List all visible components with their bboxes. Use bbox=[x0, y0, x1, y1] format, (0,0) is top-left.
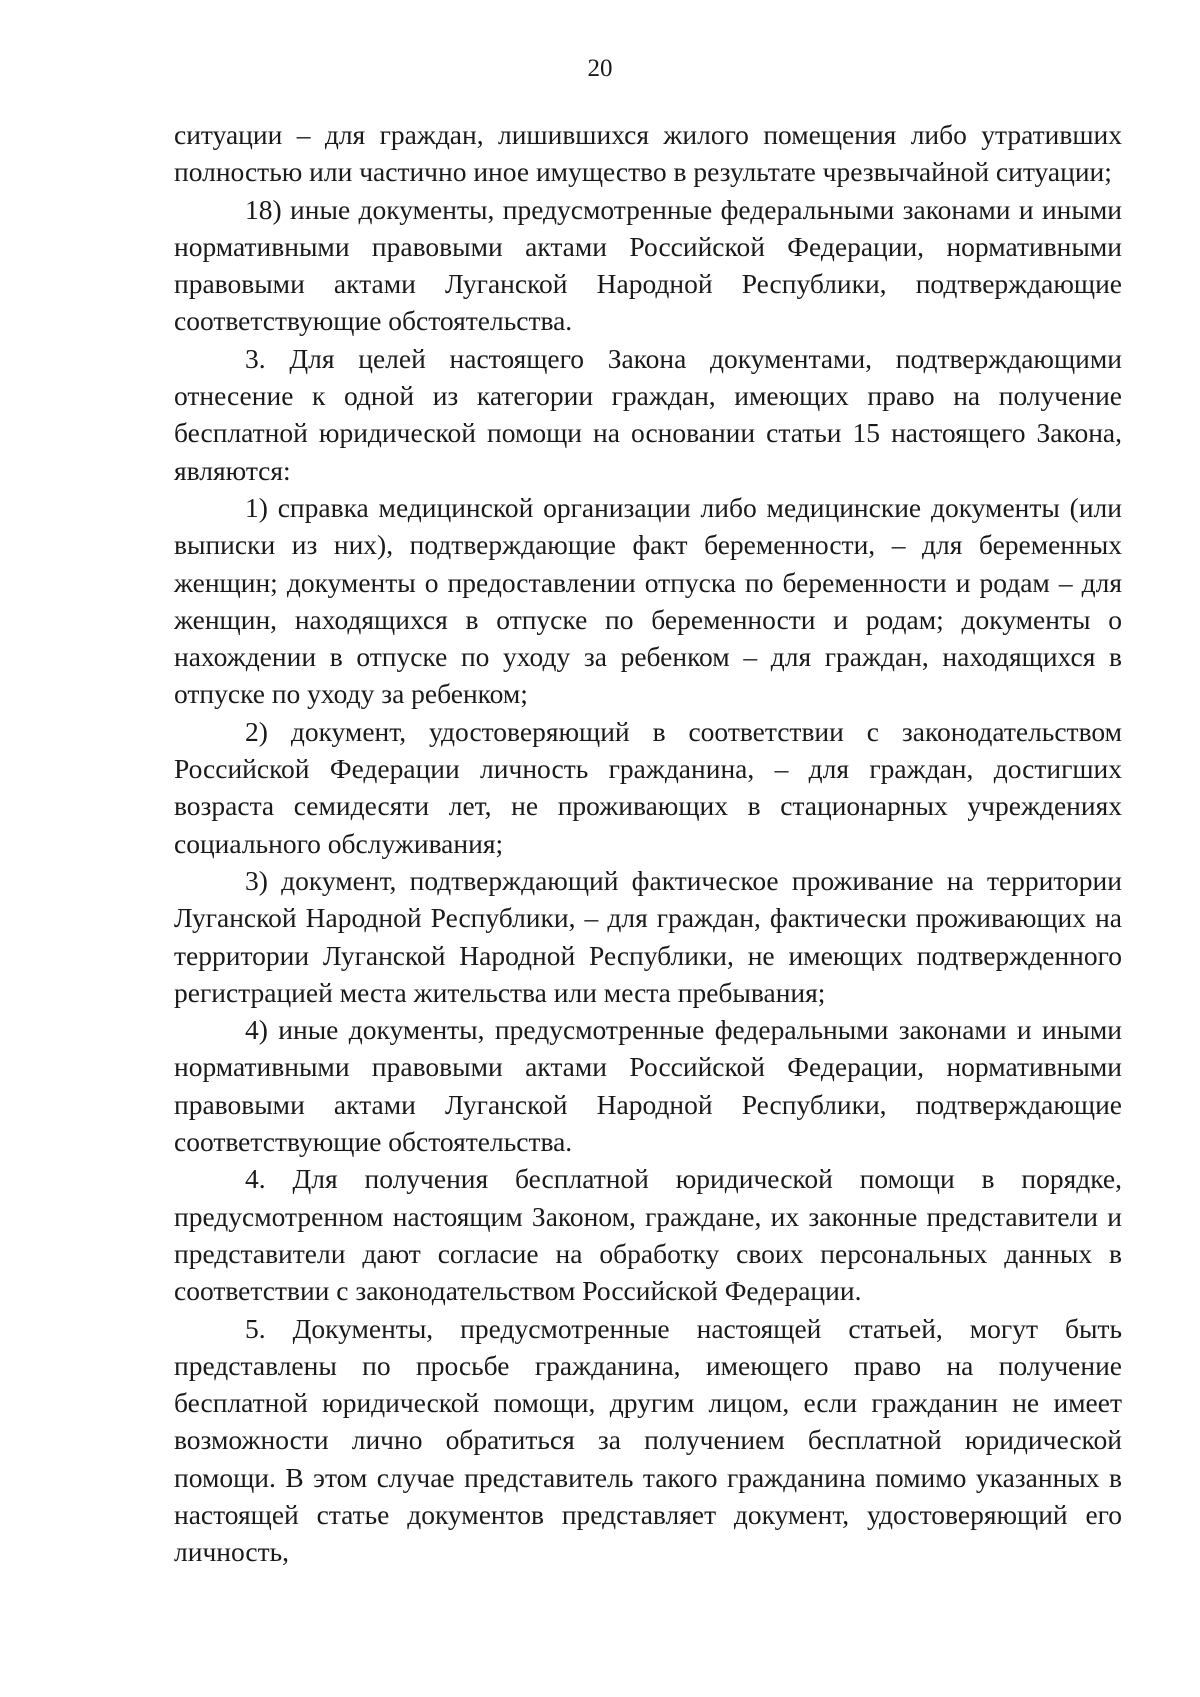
paragraph-item-1: 1) справка медицинской организации либо медицинские документы (или выписки из них), подтверждающие факт беременности, – для беременных женщин; документы о предоставлении отпуска по беременности и родам – для женщин, находящихся в отпуске по беременности и родам; документы о нахождении в отпуске по уходу за ребенком – для граждан, находящихся в отпуске по уходу за ребенком; bbox=[174, 491, 1122, 710]
paragraph-item-4: 4) иные документы, предусмотренные федеральными законами и иными нормативными правовыми актами Российской Федерации, нормативными правовыми актами Луганской Народной Республики, подтверждающие соответствующие обстоятельства. bbox=[174, 1014, 1122, 1158]
paragraph-section-5: 5. Документы, предусмотренные настоящей статьей, могут быть представлены по просьбе гражданина, имеющего право на получение бесплатной юридической помощи, другим лицом, если гражданин не имеет возможности лично обратиться за получением бесплатной юридической помощи. В этом случае представитель такого гражданина помимо указанных в настоящей статье документов представляет документ, удостоверяющий его личность, bbox=[174, 1312, 1122, 1568]
paragraph-item-18: 18) иные документы, предусмотренные федеральными законами и иными нормативными правовыми актами Российской Федерации, нормативными правовыми актами Луганской Народной Республики, подтверждающие соответствующие обстоятельства. bbox=[174, 193, 1122, 337]
paragraph-section-4: 4. Для получения бесплатной юридической помощи в порядке, предусмотренном настоящим Законом, граждане, их законные представители и представители дают согласие на обработку своих персональных данных в соответствии с законодательством Российской Федерации. bbox=[174, 1163, 1122, 1307]
paragraph-item-3: 3) документ, подтверждающий фактическое проживание на территории Луганской Народной Республики, – для граждан, фактически проживающих на территории Луганской Народной Республики, не имеющих подтвержденного регистрацией места жительства или места пребывания; bbox=[174, 864, 1122, 1008]
paragraph-item-2: 2) документ, удостоверяющий в соответствии с законодательством Российской Федерации личность гражданина, – для граждан, достигших возраста семидесяти лет, не проживающих в стационарных учреждениях социального обслуживания; bbox=[174, 715, 1122, 859]
page-number: 20 bbox=[587, 55, 613, 82]
document-body bbox=[174, 116, 1122, 1571]
paragraph-section-3: 3. Для целей настоящего Закона документами, подтверждающими отнесение к одной из категории граждан, имеющих право на получение бесплатной юридической помощи на основании статьи 15 настоящего Закона, являются: bbox=[174, 342, 1122, 486]
paragraph-continuation: ситуации – для граждан, лишившихся жилого помещения либо утративших полностью или частично иное имущество в результате чрезвычайной ситуации; bbox=[174, 119, 1122, 188]
